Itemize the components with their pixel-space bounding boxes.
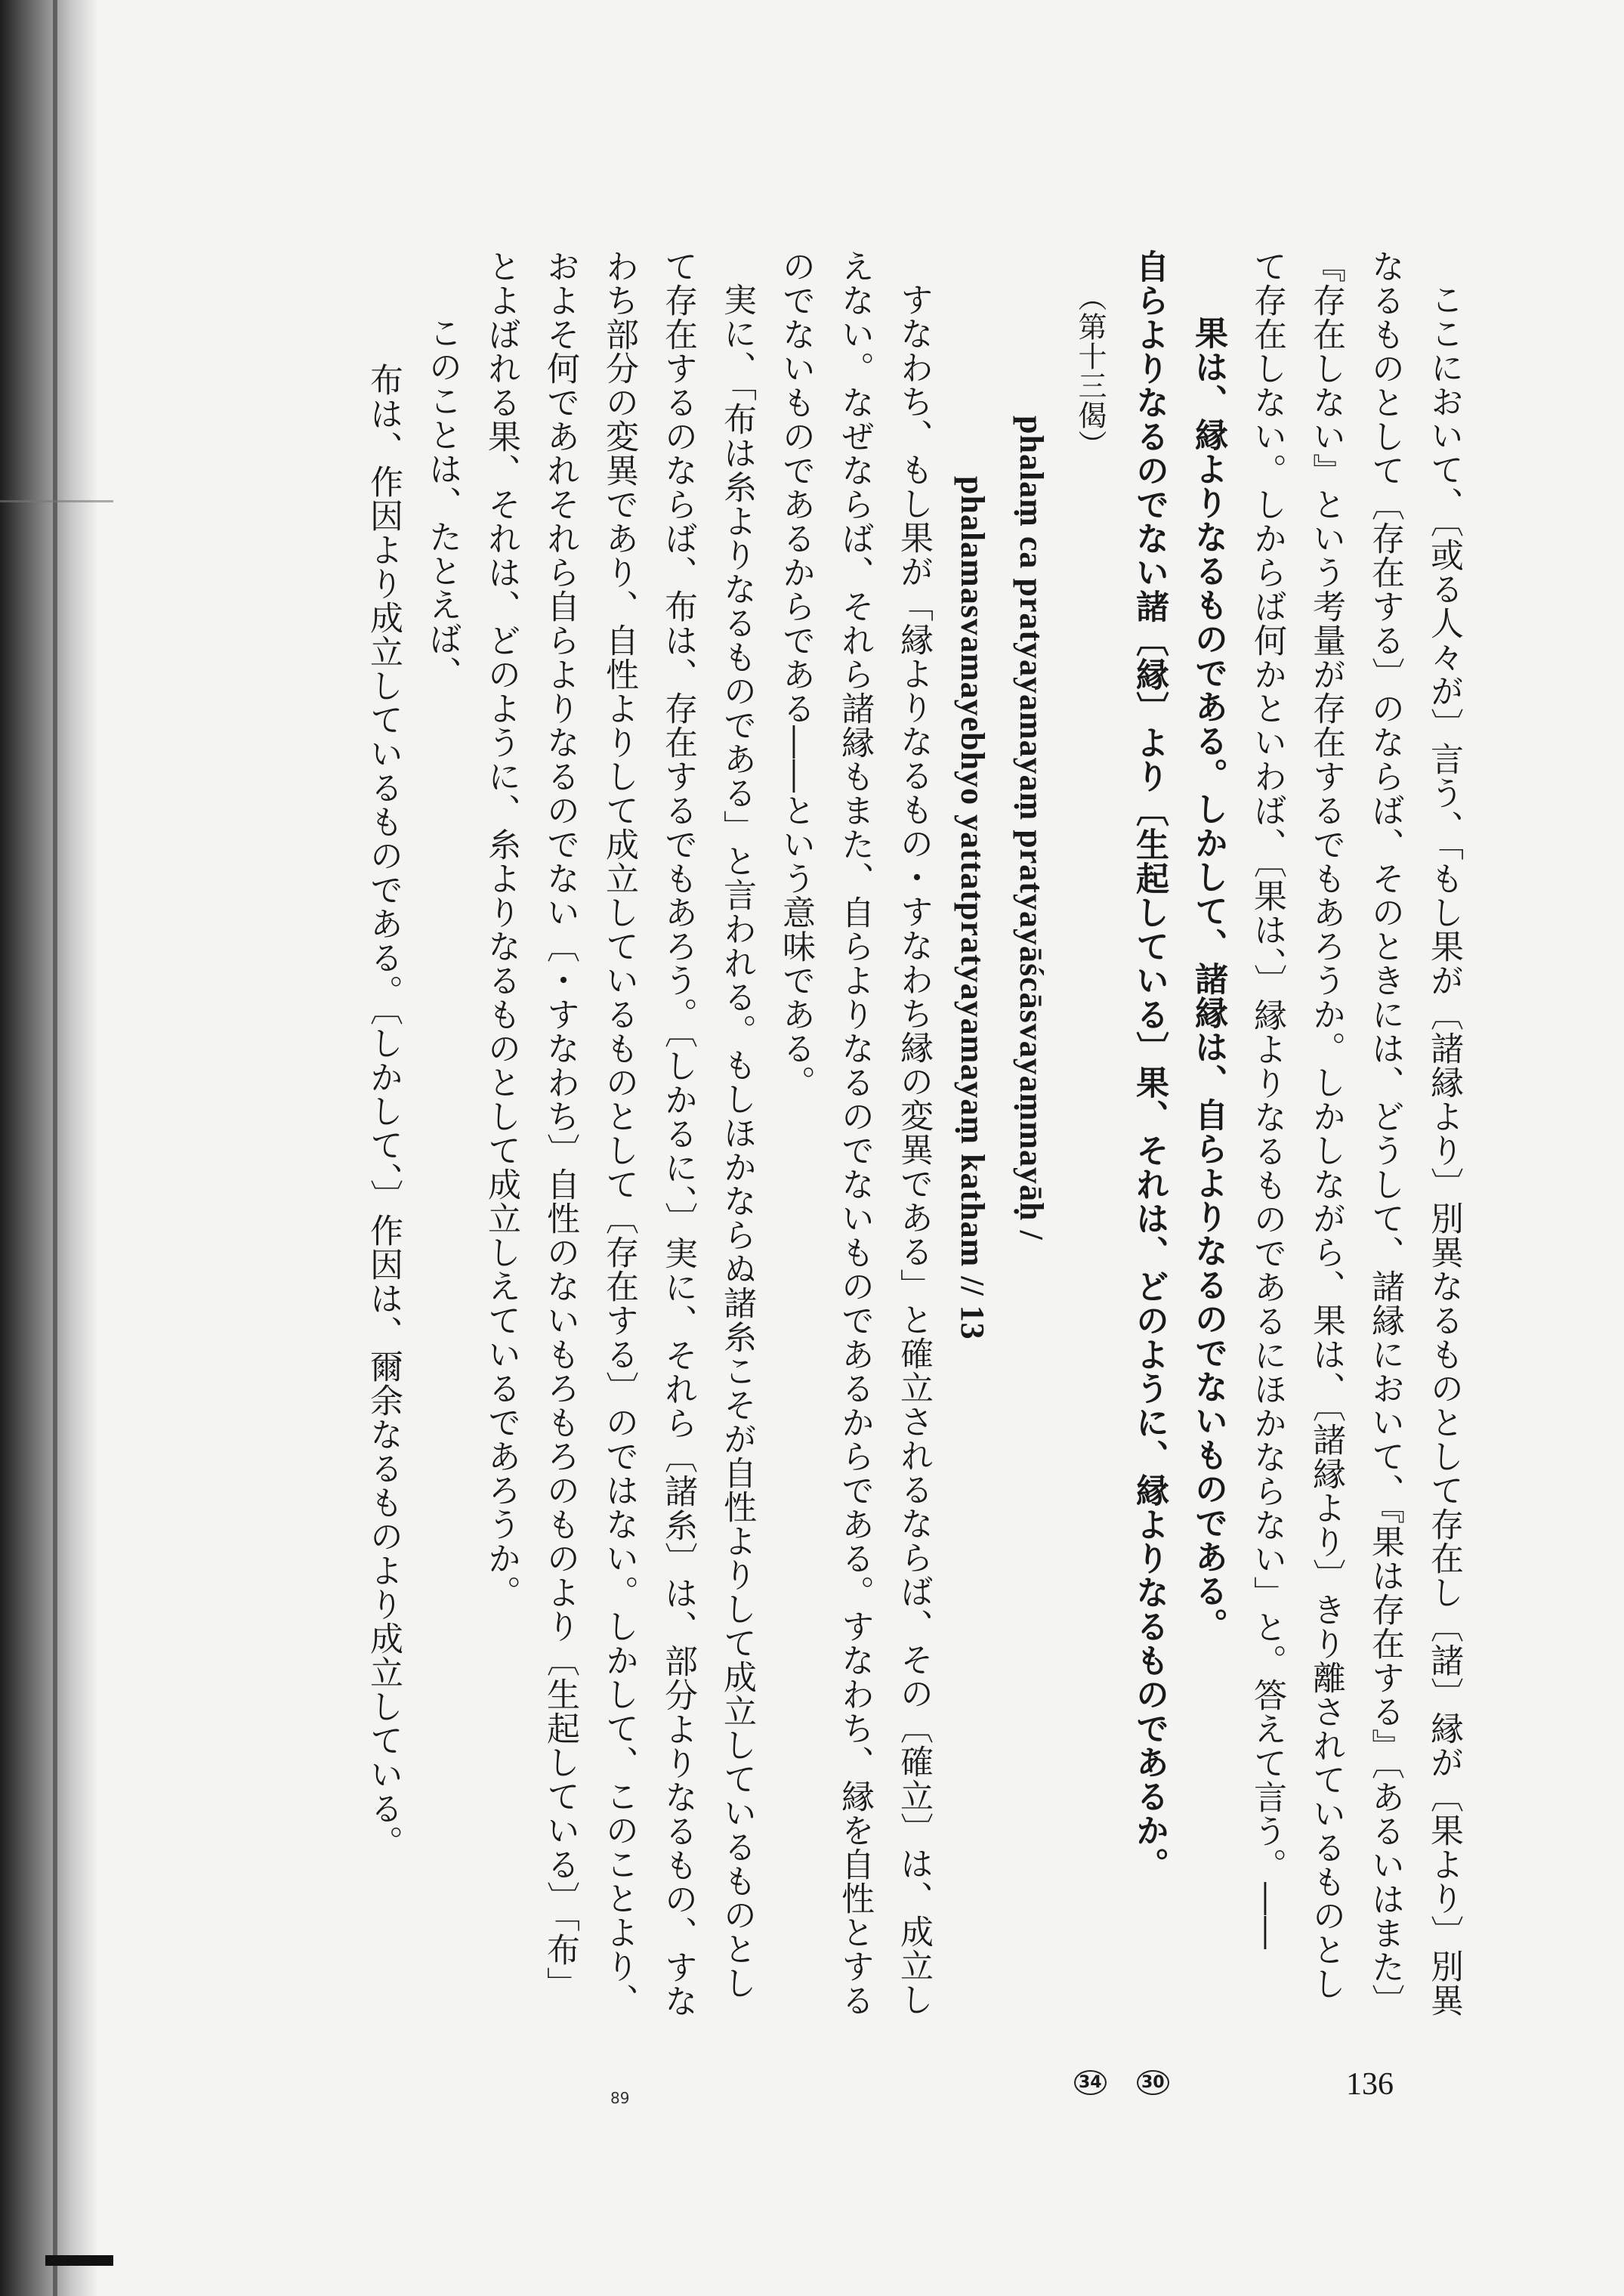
page-number: 136 <box>1346 2067 1394 2102</box>
body-line-4: て存在しない。しからば何かといわば、〔果は、〕縁よりなるものであるにほかならない」と。答えて言う。―― <box>1248 249 1286 1950</box>
folio-mark: 89 <box>610 2089 630 2107</box>
sanskrit-line-2: phalamasvamayebhyo yattatpratyayamayaṃ katham // 13 <box>954 476 991 1340</box>
verse-label: （第十三偈） <box>1073 283 1107 459</box>
vertical-text-body <box>354 249 1473 2040</box>
body-line-3: 『存在しない』という考量が存在するでもあろうか。しかしながら、果は、〔諸縁より〕きり離されているものとし <box>1307 249 1345 2001</box>
page-binding-shadow <box>0 0 98 2296</box>
commentary-line-10: 布は、作因より成立しているものである。〔しかして、〕作因は、爾余なるものより成立している。 <box>364 363 403 1859</box>
body-line-2: なるものとして〔存在する〕のならば、そのときには、どうして、諸縁において、『果は存在する』〔あるいはまた〕 <box>1366 249 1404 2018</box>
note-marker-30: 30 <box>1137 2070 1169 2095</box>
binding-edge <box>53 0 57 2296</box>
commentary-line-4: 実に、「布は糸よりなるものである」と言われる。もしほかならぬ諸糸こそが自性よりして成立しているものとし <box>718 283 756 2000</box>
sanskrit-line-1: phalaṃ ca pratyayamayaṃ pratyayāścāsvayaṃmayāḥ / <box>1013 416 1050 1241</box>
scan-artifact-line <box>0 500 113 502</box>
commentary-line-5: て存在するのならば、布は、存在するでもあろう。〔しかるに、〕実に、それら〔諸糸〕は、部分よりなるもの、すな <box>659 249 697 2018</box>
binding-foot <box>45 2255 113 2266</box>
commentary-line-7: およそ何であれそれら自らよりなるのでない〔・すなわち〕自性のないもろもろのものより〔生起している〕「布」 <box>541 249 579 2001</box>
commentary-line-2: えない。なぜならば、それら諸縁もまた、自らよりなるのでないものであるからである。すなわち、縁を自性とする <box>835 249 874 2017</box>
commentary-line-9: このことは、たとえば、 <box>423 316 462 690</box>
body-line-1: ここにおいて、〔或る人々が〕言う、「もし果が〔諸縁より〕別異なるものとして存在し〔諸〕縁が〔果より〕別異 <box>1425 283 1463 2017</box>
commentary-line-1: すなわち、もし果が「縁よりなるもの・すなわち縁の変異である」と確立されるならば、その〔確立〕は、成立し <box>894 283 933 2016</box>
commentary-line-3: のでないものであるからである――という意味である。 <box>776 249 815 1099</box>
verse-line-2: 自らよりなるのでない諸〔縁〕より〔生起している〕果、それは、どのように、縁よりなるものであるか。 <box>1130 249 1169 1881</box>
verse-line-1: 果は、縁よりなるものである。しかして、諸縁は、自らよりなるのでないものである。 <box>1189 316 1227 1642</box>
commentary-line-6: わち部分の変異であり、自性よりして成立しているものとして〔存在する〕のではない。しかして、このことより、 <box>600 249 638 2017</box>
commentary-line-8: とよばれる果、それは、どのように、糸よりなるものとして成立しえているであろうか。 <box>482 249 520 1609</box>
note-marker-34: 34 <box>1074 2070 1107 2095</box>
